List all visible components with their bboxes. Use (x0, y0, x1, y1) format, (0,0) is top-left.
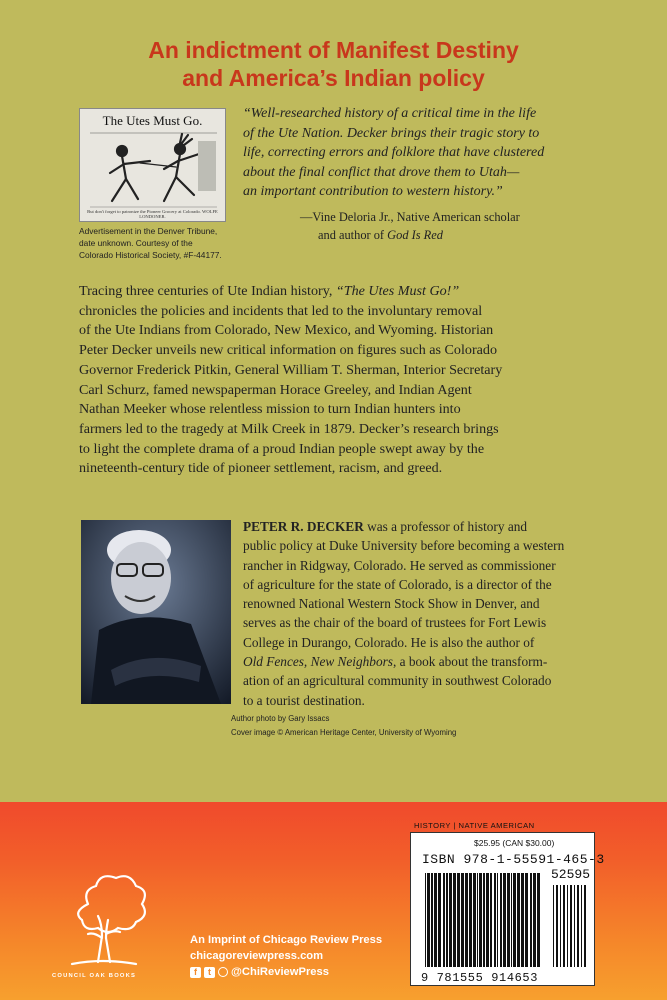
image-credits (231, 712, 456, 740)
headline (0, 36, 667, 92)
author-name: PETER R. DECKER (243, 519, 364, 534)
social-row (190, 964, 382, 980)
description-line: of the Ute Indians from Colorado, New Mexico, and Wyoming. Historian (79, 322, 494, 339)
quote-line: an important contribution to western history.” (243, 184, 503, 200)
headline-line-1: An indictment of Manifest Destiny (148, 37, 519, 63)
ad-caption (79, 225, 239, 261)
ad-caption-line: Colorado Historical Society, #F-44177. (79, 250, 222, 260)
bio-line: serves as the chair of the board of trustees for Fort Lewis (243, 615, 547, 631)
description-title: “The Utes Must Go!” (335, 283, 460, 299)
photo-credit: Author photo by Gary Issacs (231, 714, 330, 723)
bio-first-line: was a professor of history and (363, 519, 528, 534)
bio-book-line: , a book about the transform- (392, 654, 548, 670)
description-line: farmers led to the tragedy at Milk Creek in 1879. Decker’s research brings (79, 420, 499, 437)
description-line: Peter Decker unveils new critical information on figures such as Colorado (79, 342, 497, 359)
oak-tree-logo-icon (58, 868, 150, 972)
publisher-website[interactable]: chicagoreviewpress.com (190, 950, 324, 962)
imprint-block (190, 932, 382, 980)
isbn: ISBN 978-1-55591-465-3 (422, 852, 605, 867)
advertisement-illustration (79, 108, 226, 222)
bio-line: College in Durango, Colorado. He is also the author of (243, 634, 535, 650)
bio-line: public policy at Duke University before becoming a western (243, 538, 565, 554)
bio-line (243, 652, 603, 671)
facebook-icon[interactable]: f (190, 967, 201, 978)
cover-credit: Cover image © American Heritage Center, University of Wyoming (231, 728, 457, 737)
description-line: Carl Schurz, famed newspaperman Horace Greeley, and Indian Agent (79, 381, 472, 398)
ad-title: The Utes Must Go. (102, 113, 203, 128)
bio-line: renowned National Western Stock Show in Denver, and (243, 596, 540, 612)
quote-attribution-line-2 (318, 226, 558, 244)
description-line: to light the complete drama of a proud Indian people swept away by the (79, 440, 485, 457)
ad-fine-print: But don't forget to patronize the Pioneer Grocery at Colorado. WOLFE LONDONER. (87, 209, 218, 219)
price: $25.95 (CAN $30.00) (474, 838, 555, 848)
social-handle[interactable]: @ChiReviewPress (231, 966, 329, 978)
ad-caption-line: Advertisement in the Denver Tribune, (79, 226, 218, 236)
description-line: chronicles the policies and incidents that led to the involuntary removal (79, 302, 483, 319)
author-bio (243, 517, 603, 710)
description-line: Nathan Meeker whose relentless mission to turn Indian hunters into (79, 401, 461, 418)
description-line: Governor Frederick Pitkin, General William T. Sherman, Interior Secretary (79, 361, 503, 378)
author-photo (81, 520, 231, 704)
quote-line: “Well-researched history of a critical time in the life (243, 106, 537, 121)
quote-line: about the final conflict that drove them to Utah— (243, 164, 520, 180)
quote-line: of the Ute Nation. Decker brings their tragic story to (243, 125, 540, 141)
bio-line: of agriculture for the state of Colorado, is a director of the (243, 576, 552, 592)
description-prefix: Tracing three centuries of Ute Indian history, (79, 283, 336, 299)
twitter-icon[interactable]: t (204, 967, 215, 978)
price-code: 52595 (551, 867, 591, 882)
bio-line: to a tourist destination. (243, 692, 365, 708)
category-label: HISTORY | NATIVE AMERICAN (414, 821, 535, 830)
headline-line-2: and America’s Indian policy (182, 65, 485, 91)
imprint-line: An Imprint of Chicago Review Press (190, 934, 383, 946)
review-quote (243, 104, 583, 202)
quote-attribution: —Vine Deloria Jr., Native American scholar (300, 210, 520, 224)
bio-line (243, 517, 603, 536)
book-description (79, 282, 591, 479)
attribution-prefix: and author of (318, 228, 388, 242)
author-other-book: Old Fences, New Neighbors (243, 654, 393, 670)
quote-line: life, correcting errors and folklore that have clustered (243, 145, 545, 161)
description-line (79, 282, 591, 302)
author-portrait (81, 520, 231, 704)
instagram-icon[interactable] (218, 967, 228, 977)
bio-line: ation of an agricultural community in southwest Colorado (243, 673, 552, 689)
barcode-number: 9 781555 914653 (421, 971, 539, 985)
publisher-logo-name: COUNCIL OAK BOOKS (52, 973, 137, 979)
description-line: nineteenth-century tide of pioneer settlement, racism, and greed. (79, 460, 443, 477)
ad-caption-line: date unknown. Courtesy of the (79, 238, 193, 248)
attribution-book-title: God Is Red (387, 228, 443, 242)
bio-line: rancher in Ridgway, Colorado. He served as commissioner (243, 557, 556, 573)
ad-drawing (80, 109, 226, 222)
